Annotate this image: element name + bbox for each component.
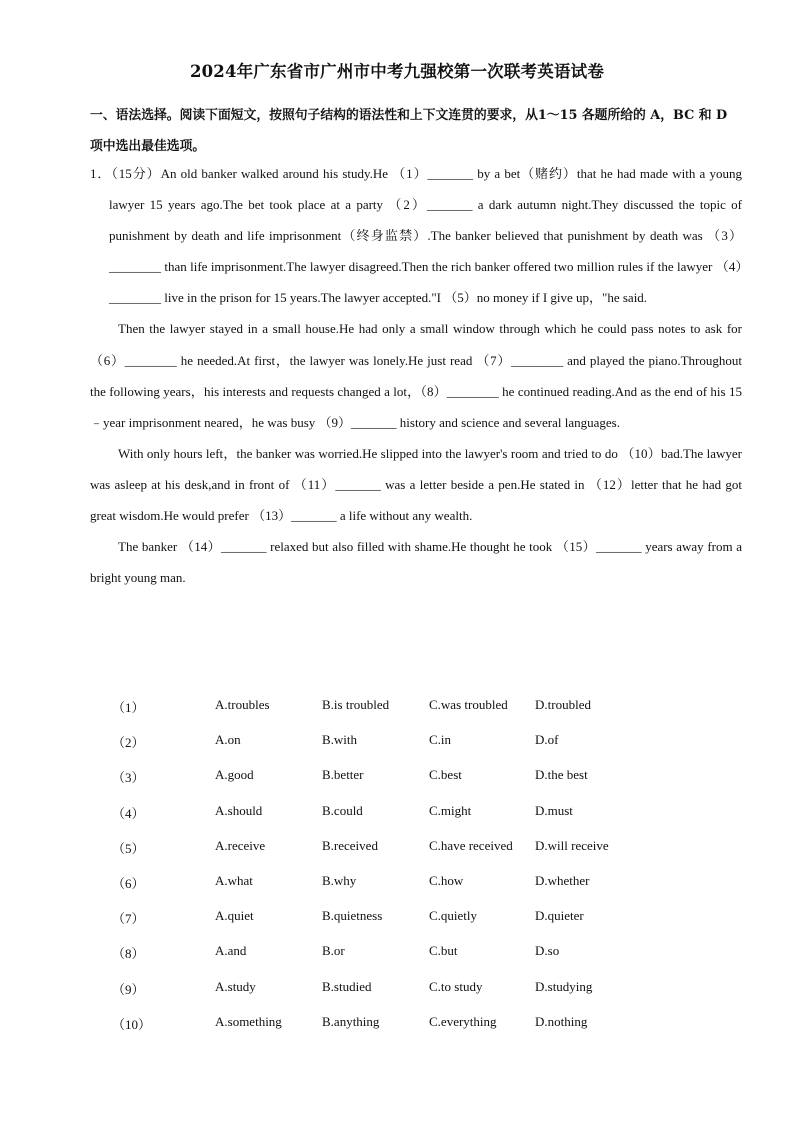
blank-label: （2） <box>112 735 145 751</box>
option-c: C.might <box>429 802 472 818</box>
option-row <box>112 831 672 866</box>
option-c: C.how <box>429 872 464 888</box>
option-d: D.must <box>535 802 573 818</box>
option-row <box>112 936 672 971</box>
question-passage <box>90 158 742 593</box>
option-c: C.but <box>429 943 458 959</box>
section-heading: 一、语法选择。阅读下面短文，按照句子结构的语法性和上下文连贯的要求，从1～15 各题所给的 A，BC 和 D 项中选出最佳选项。 <box>90 108 728 154</box>
option-row <box>112 866 672 901</box>
question-number: 1． <box>90 166 112 181</box>
option-b: B.could <box>322 802 363 818</box>
option-c: C.to study <box>429 978 483 994</box>
blank-label: （6） <box>112 875 145 891</box>
passage-paragraph-2: Then the lawyer stayed in a small house.He had only a small window through which he could pass notes to ask for （6）________ he needed.At first，the lawyer was lonely.He just read （7）________ and played the piano.Throughout the following years，his interests and requests changed a lot，（8）________ he continued reading.And as the end of his 15﹣year imprisonment neared，he was busy （9）_______ history and science and several languages. <box>90 321 742 430</box>
option-d: D.nothing <box>535 1013 588 1029</box>
option-a: A.good <box>215 767 254 783</box>
option-b: B.anything <box>322 1013 380 1029</box>
option-d: D.so <box>535 943 560 959</box>
option-a: A.what <box>215 872 253 888</box>
option-row <box>112 1007 672 1042</box>
option-d: D.quieter <box>535 908 584 924</box>
option-c: C.have received <box>429 837 513 853</box>
option-a: A.troubles <box>215 697 270 712</box>
blank-label: （1） <box>112 700 145 715</box>
option-a: A.and <box>215 943 247 959</box>
option-row <box>112 796 672 831</box>
passage-paragraph-3: With only hours left，the banker was worried.He slipped into the lawyer's room and tried to do （10）bad.The lawyer was asleep at his desk,and in front of （11）_______ was a letter beside a pen.He stated in （12）letter that he had got great wisdom.He would prefer （13）_______ a life without any wealth. <box>90 445 742 524</box>
blank-label: （5） <box>112 840 145 856</box>
option-d: D.will receive <box>535 837 609 853</box>
option-c: C.everything <box>429 1013 497 1029</box>
option-d: D.whether <box>535 872 590 888</box>
blank-label: （9） <box>112 981 145 997</box>
option-row <box>112 690 672 725</box>
option-row <box>112 725 672 760</box>
options-table <box>112 690 672 1042</box>
option-b: B.or <box>322 943 345 959</box>
option-a: A.something <box>215 1013 282 1029</box>
exam-title: 2024年广东省市广州市中考九强校第一次联考英语试卷 <box>189 62 605 81</box>
option-a: A.receive <box>215 837 266 853</box>
option-b: B.why <box>322 872 357 888</box>
option-b: B.better <box>322 767 364 783</box>
blank-label: （10） <box>112 1016 152 1032</box>
passage-paragraph-1 <box>90 158 742 313</box>
option-row <box>112 760 672 795</box>
option-row <box>112 972 672 1007</box>
option-b: B.is troubled <box>322 697 390 712</box>
option-d: D.studying <box>535 978 593 994</box>
option-a: A.should <box>215 802 263 818</box>
option-a: A.on <box>215 732 241 748</box>
option-d: D.troubled <box>535 697 591 712</box>
option-d: D.of <box>535 732 559 748</box>
passage-paragraph-4: The banker （14）_______ relaxed but also filled with shame.He thought he took （15）_______ years away from a bright young man. <box>90 539 742 586</box>
blank-label: （4） <box>112 805 145 821</box>
option-b: B.received <box>322 837 378 853</box>
option-c: C.in <box>429 732 452 748</box>
blank-label: （7） <box>112 911 145 927</box>
option-row <box>112 901 672 936</box>
option-c: C.quietly <box>429 908 478 924</box>
option-b: B.with <box>322 732 358 748</box>
blank-label: （3） <box>112 770 145 786</box>
option-b: B.quietness <box>322 908 383 924</box>
paragraph-text: （15分）An old banker walked around his study.He （1）_______ by a bet（赌约）that he had made with a young lawyer 15 years ago.The bet took place at a party （2）_______ a dark autumn night.They discussed the topic of punishment by death and life imprisonment（终身监禁）.The banker believed that punishment by death was （3）________ than life imprisonment.The lawyer disagreed.Then the rich banker offered two million rules if the lawyer （4）________ live in the prison for 15 years.The lawyer accepted."I （5）no money if I give up，"he said. <box>109 166 742 306</box>
blank-label: （8） <box>112 946 145 962</box>
option-d: D.the best <box>535 767 588 783</box>
option-a: A.quiet <box>215 908 254 924</box>
option-b: B.studied <box>322 978 372 994</box>
option-c: C.best <box>429 767 462 783</box>
option-a: A.study <box>215 978 256 994</box>
option-c: C.was troubled <box>429 697 508 712</box>
